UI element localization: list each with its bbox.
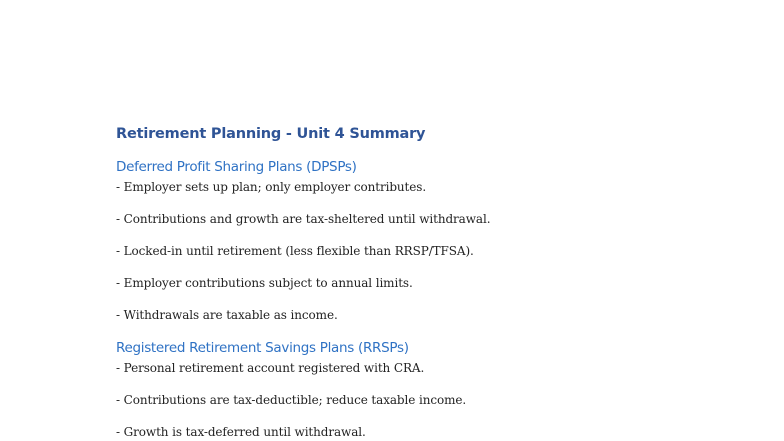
section-dpsp [116, 158, 736, 323]
section-heading-rrsp: Registered Retirement Savings Plans (RRSPs) [116, 340, 409, 356]
bullet-item: - Contributions and growth are tax-sheltered until withdrawal. [116, 212, 491, 226]
document-title: Retirement Planning - Unit 4 Summary [116, 126, 426, 142]
bullet-item: - Withdrawals are taxable as income. [116, 308, 338, 322]
section-heading-dpsp: Deferred Profit Sharing Plans (DPSPs) [116, 159, 357, 175]
bullet-item: - Employer contributions subject to annual limits. [116, 276, 413, 290]
bullet-item: - Locked-in until retirement (less flexible than RRSP/TFSA). [116, 244, 474, 258]
document-body [116, 124, 736, 441]
bullet-item: - Contributions are tax-deductible; reduce taxable income. [116, 393, 467, 407]
bullet-item: - Growth is tax-deferred until withdrawal. [116, 425, 366, 439]
bullet-item: - Employer sets up plan; only employer contributes. [116, 180, 427, 194]
section-rrsp [116, 339, 736, 440]
bullet-item: - Personal retirement account registered with CRA. [116, 361, 425, 375]
